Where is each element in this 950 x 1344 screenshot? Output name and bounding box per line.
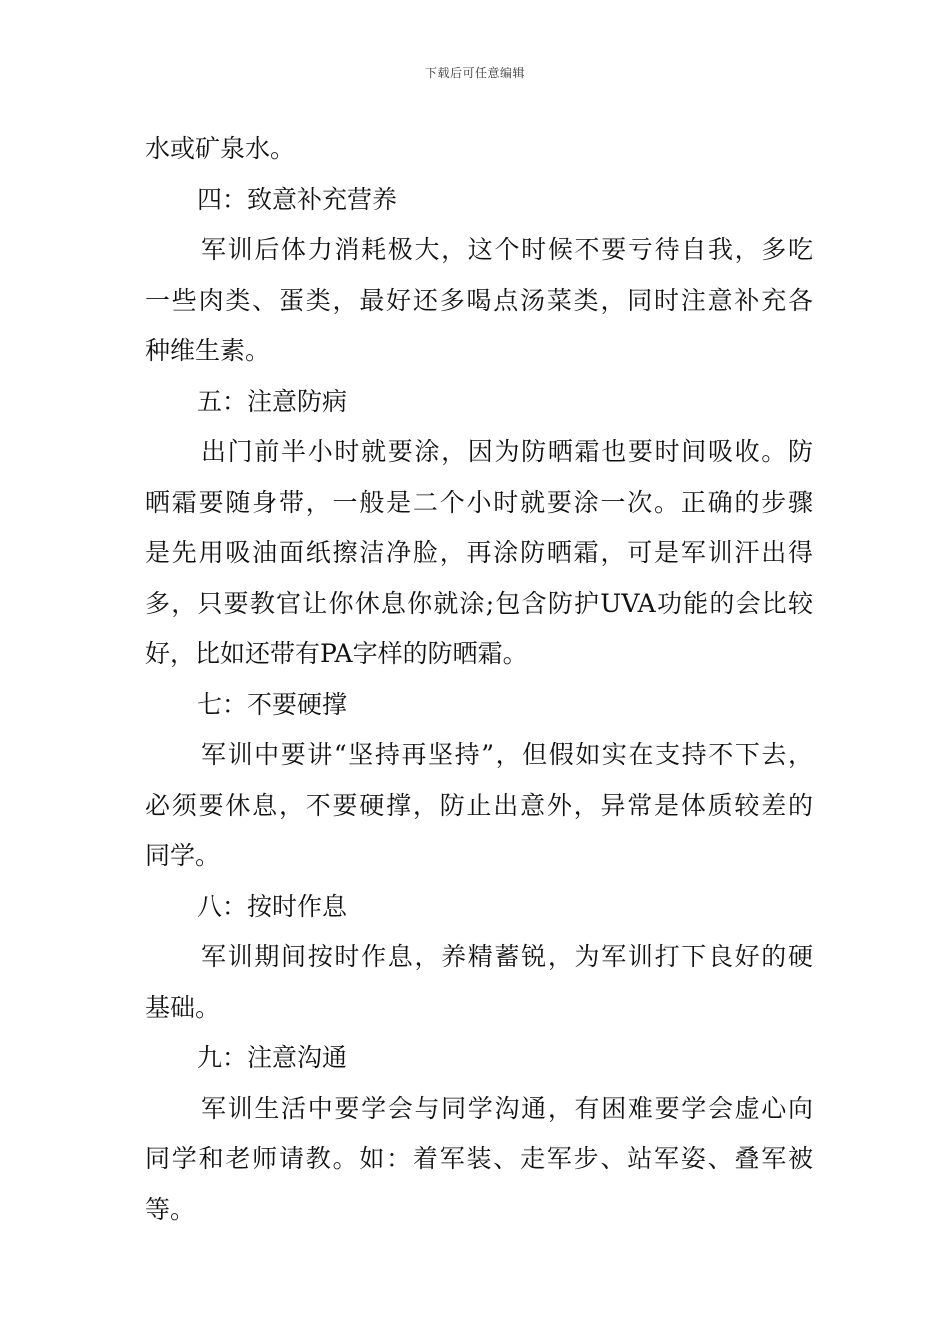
body-line: 军训期间按时作息，养精蓄锐，为军训打下良好的硬	[201, 942, 813, 971]
body-line: 同学和老师请教。如：着军装、走军步、站军姿、叠军被	[145, 1144, 813, 1173]
section-heading: 七：不要硬撑	[197, 689, 348, 719]
section-heading: 五：注意防病	[197, 386, 348, 416]
section-heading: 四：致意补充营养	[197, 184, 398, 214]
section-heading: 九：注意沟通	[197, 1043, 348, 1072]
body-line: 多，只要教官让你休息你就涂;包含防护UVA功能的会比较	[145, 588, 813, 618]
page-header: 下载后可任意编辑	[424, 66, 525, 80]
body-line: 水或矿泉水。	[145, 134, 296, 163]
body-line: 等。	[145, 1194, 196, 1224]
body-line: 基础。	[145, 992, 221, 1022]
body-line: 好，比如还带有PA字样的防晒霜。	[145, 639, 528, 668]
body-line: 必须要休息，不要硬撑，防止出意外，异常是体质较差的	[145, 790, 813, 820]
body-line: 一些肉类、蛋类，最好还多喝点汤菜类，同时注意补充各	[145, 285, 813, 315]
body-line: 军训后体力消耗极大，这个时候不要亏待自我，多吃	[201, 235, 813, 264]
body-line: 种维生素。	[145, 336, 271, 365]
body-line: 是先用吸油面纸擦洁净脸，再涂防晒霜，可是军训汗出得	[145, 538, 813, 567]
body-line: 出门前半小时就要涂，因为防晒霜也要时间吸收。防	[201, 437, 813, 466]
section-heading: 八：按时作息	[197, 891, 348, 921]
body-line: 军训生活中要学会与同学沟通，有困难要学会虚心向	[201, 1093, 813, 1123]
body-line: 军训中要讲“坚持再坚持”，但假如实在支持不下去，	[201, 740, 813, 769]
document-body	[145, 124, 813, 1235]
body-line: 同学。	[145, 841, 221, 870]
body-line: 晒霜要随身带，一般是二个小时就要涂一次。正确的步骤	[145, 487, 813, 517]
